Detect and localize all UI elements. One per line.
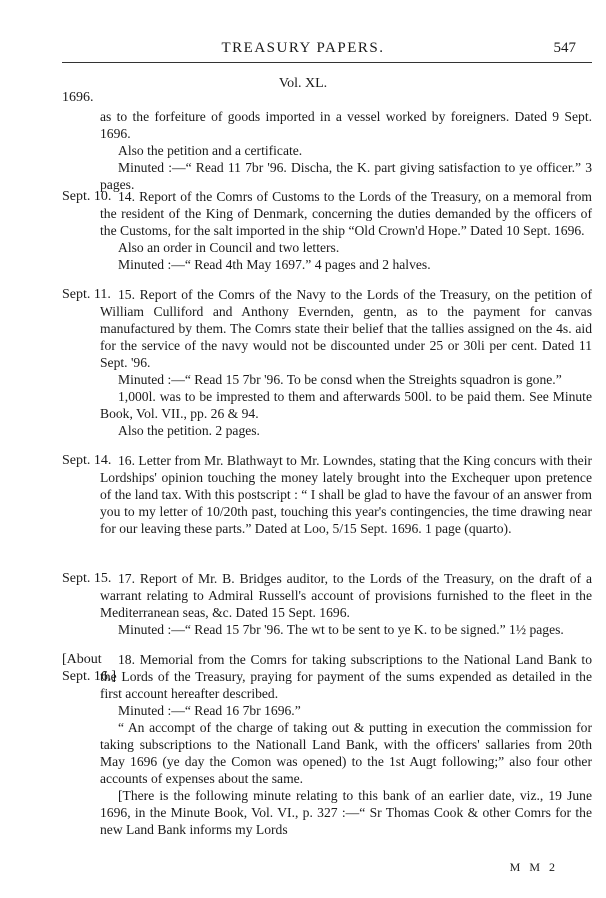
entry-text: “ An accompt of the charge of taking out & putting in execution the commission for taking subscriptions to the Nationall Land Bank, with the officers' sallaries from 20th May 1696 (ye day the Comon was opened) to the 1st Augt following;” also four other accounts of expenses about the same. (100, 720, 592, 786)
sidenote-date: Sept. 16.] (62, 669, 117, 684)
entry-16 (100, 452, 592, 537)
sidenote-date: Sept. 11. (62, 287, 111, 302)
entry-text: 15. Report of the Comrs of the Navy to the Lords of the Treasury, on the petition of William Culliford and Anthony Evernden, gentn, as to the payment for canvas manufactured by them. The Comrs state their belief that the tallies assigned on the 4s. aid for the service of the navy would not be discounted under 25 or 30li per cent. Dated 11 Sept. '96. (100, 287, 592, 370)
entry-text: 14. Report of the Comrs of Customs to the Lords of the Treasury, on a memoral from the resident of the King of Denmark, concerning the duties demanded by the officers of the Customs, for the salt imported in the ship “Old Crown'd Hope.” Dated 10 Sept. 1696. (100, 189, 592, 238)
entry-minute: Minuted :—“ Read 16 7br 1696.” (118, 703, 301, 718)
entry-minute: Minuted :—“ Read 15 7br '96. To be consd when the Streights squadron is gone.” (118, 372, 562, 387)
entry-text: 1,000l. was to be imprested to them and afterwards 500l. to be paid them. See Minute Book, Vol. VII., pp. 26 & 94. (100, 389, 592, 421)
entry-minute: Minuted :—“ Read 4th May 1697.” 4 pages and 2 halves. (118, 257, 431, 272)
sidenote-date: [About (62, 652, 102, 667)
sidenote-date: Sept. 15. (62, 571, 112, 586)
entry-14 (100, 188, 592, 273)
entry-13-continued (100, 108, 592, 193)
entry-15 (100, 286, 592, 439)
signature-mark: M M 2 (509, 860, 558, 874)
entry-text: 16. Letter from Mr. Blathwayt to Mr. Lowndes, stating that the King concurs with their Lordships' opinion touching the money lately brought into the Exchequer upon pretence of the land tax. With this postscript : “ I shall be glad to have the favour of an answer from you to my letter of 10/20th past, touching this year's contingencies, the time drawing near for our leaving these parts.” Dated at Loo, 5/15 Sept. 1696. 1 page (quarto). (100, 453, 592, 536)
entry-text: 17. Report of Mr. B. Bridges auditor, to the Lords of the Treasury, on the draft of a warrant relating to Admiral Russell's account of provisions furnished to the fleet in the Mediterranean seas, &c. Dated 15 Sept. 1696. (100, 571, 592, 620)
entry-text: Also the petition. 2 pages. (118, 423, 260, 438)
entry-minute: Minuted :—“ Read 11 7br '96. Discha, the K. part giving satisfaction to ye officer.” 3 pages. (100, 160, 592, 192)
sidenote-date: Sept. 10. (62, 189, 112, 204)
year-label: 1696. (62, 90, 94, 105)
entry-text: as to the forfeiture of goods imported in a vessel worked by foreigners. Dated 9 Sept. 1696. (100, 109, 592, 141)
sidenote-date: Sept. 14. (62, 453, 112, 468)
entry-text: [There is the following minute relating to this bank of an earlier date, viz., 19 June 1696, in the Minute Book, Vol. VI., p. 327 :—“ Sr Thomas Cook & other Comrs for the new Land Bank informs my Lords (100, 788, 592, 837)
header-rule (62, 62, 592, 63)
volume-label: Vol. XL. (278, 76, 328, 91)
entry-18 (100, 651, 592, 838)
entry-text: 18. Memorial from the Comrs for taking subscriptions to the National Land Bank to the Lords of the Treasury, praying for payment of the sums expended as detailed in the first account hereafter described. (100, 652, 592, 701)
entry-17 (100, 570, 592, 638)
entry-text: Also the petition and a certificate. (118, 143, 303, 158)
page-number: 547 (553, 40, 576, 56)
entry-text: Also an order in Council and two letters. (118, 240, 340, 255)
running-title: TREASURY PAPERS. (221, 40, 385, 56)
entry-minute: Minuted :—“ Read 15 7br '96. The wt to be sent to ye K. to be signed.” 1½ pages. (118, 622, 564, 637)
